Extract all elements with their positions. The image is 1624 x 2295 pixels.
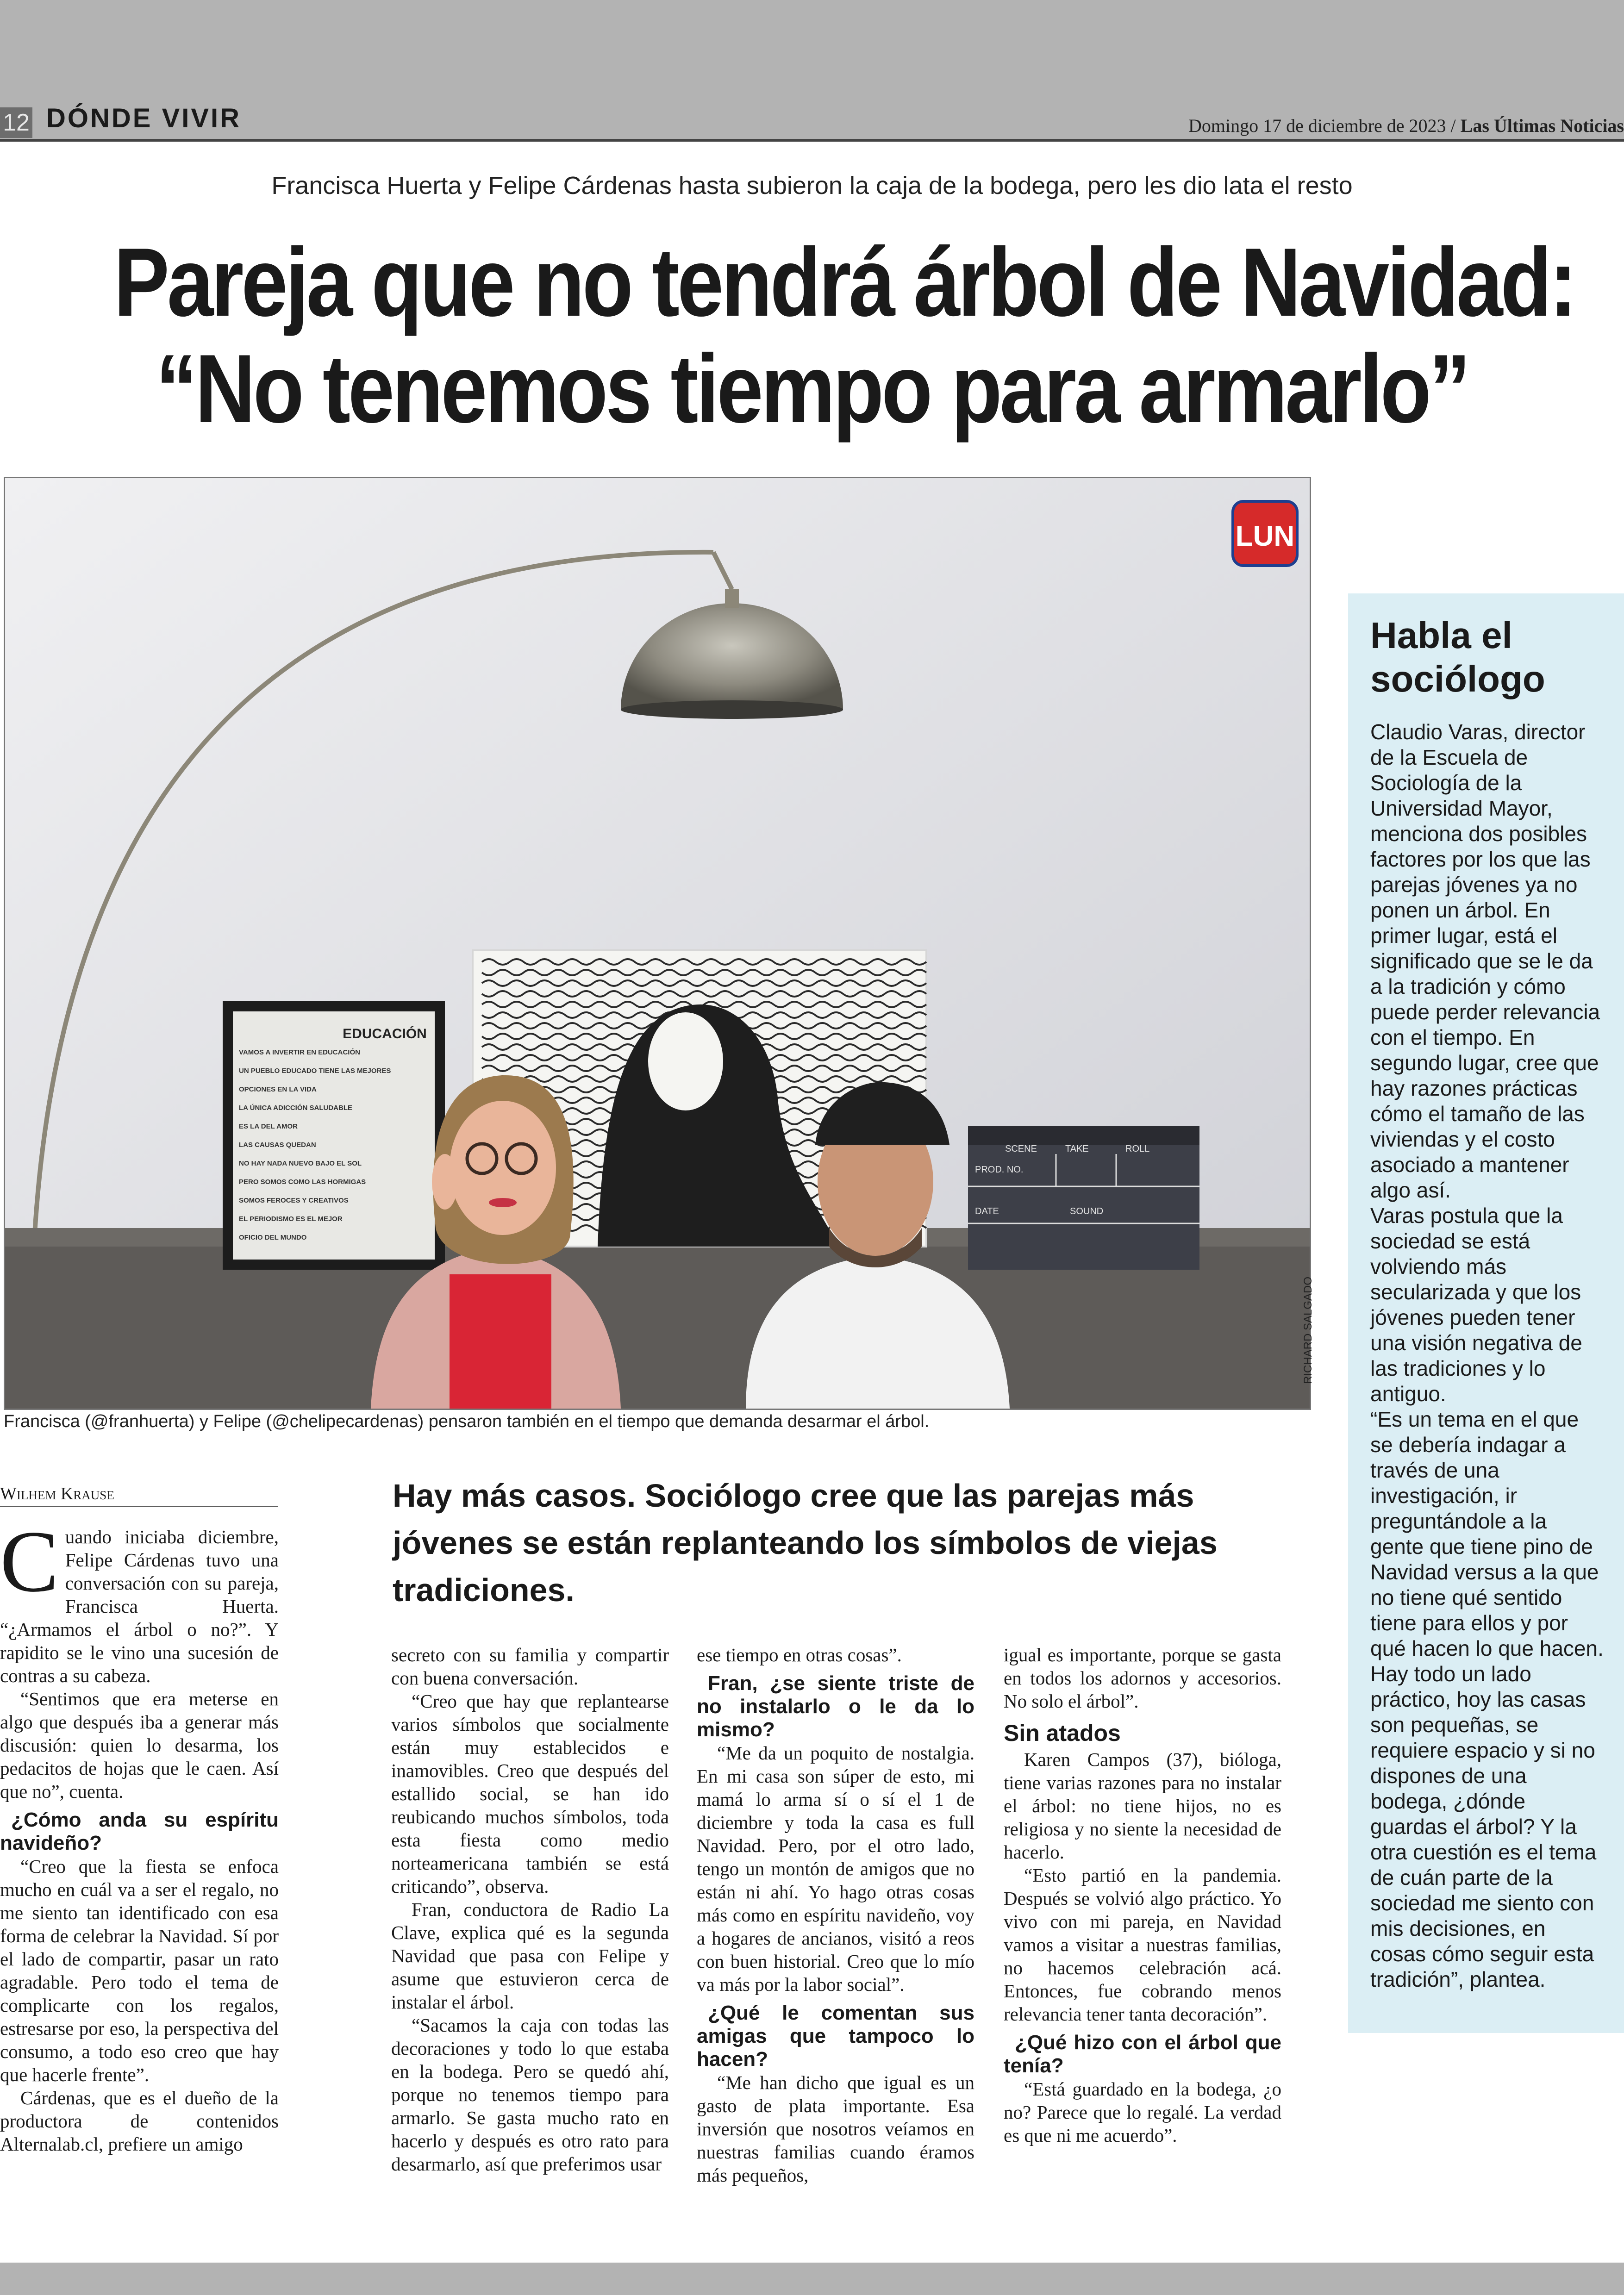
drop-cap: C: [0, 1513, 59, 1610]
paragraph: “Sentimos que era meterse en algo que después iba a generar más discusión: quien lo desarma, los pedacitos de hojas que le caen. Así que no”, cuenta.: [0, 1688, 279, 1802]
paragraph: “Me han dicho que igual es un gasto de plata importante. Esa inversión que nosotros veíamos en nuestras familias cuando éramos más pequeños,: [697, 2072, 974, 2186]
header-rule: [0, 139, 1624, 142]
paragraph: “Creo que la fiesta se enfoca mucho en cuál va a ser el regalo, no me siento tan identificado con esa forma de celebrar la Navidad. Sí por el lado de compartir, pasar un rato agradable. Pero todo el tema de complicarte con los regalos, estresarse por eso, la perspectiva del consumo, a todo eso creo que hay que hacerle frente”.: [0, 1856, 279, 2085]
paragraph: [0, 1513, 279, 1687]
poster-line: LAS CAUSAS QUEDAN: [239, 1141, 316, 1149]
lun-logo: LUN: [1231, 500, 1299, 567]
article-photo: [4, 477, 1311, 1410]
sidebar-title: Habla el sociólogo: [1370, 615, 1545, 699]
question: ¿Qué le comentan sus amigas que tampoco lo hacen?: [697, 2002, 974, 2070]
clapper-label: PROD. NO.: [975, 1165, 1024, 1175]
headline-line-2: “No tenemos tiempo para armarlo”: [156, 334, 1468, 443]
clapperboard: [968, 1126, 1199, 1270]
paragraph: Karen Campos (37), bióloga, tiene varias razones para no instalar el árbol: no tiene hijos, no es religiosa y no siente la necesidad de hacerlo.: [1004, 1749, 1281, 1863]
sidebar-paragraph: Claudio Varas, director de la Escuela de Sociología de la Universidad Mayor, menciona dos posibles factores por los que las parejas jóvenes ya no ponen un árbol. En primer lugar, está el significado que se le da a la tradición y cómo puede perder relevancia con el tiempo. En segundo lugar, cree que hay razones prácticas cómo el tamaño de las viviendas y el costo asociado a mantener algo así.: [1370, 720, 1600, 1202]
page-number: 12: [0, 107, 32, 138]
poster-line: VAMOS A INVERTIR EN EDUCACIÓN: [239, 1048, 360, 1056]
poster-line: EL PERIODISMO ES EL MEJOR: [239, 1215, 343, 1223]
kicker: Francisca Huerta y Felipe Cárdenas hasta subieron la caja de la bodega, pero les dio lata el resto: [271, 172, 1353, 200]
paragraph: Fran, conductora de Radio La Clave, explica qué es la segunda Navidad que pasa con Felipe y asume que estuvieron cerca de instalar el árbol.: [391, 1899, 669, 2013]
photo-caption: Francisca (@franhuerta) y Felipe (@chelipecardenas) pensaron también en el tiempo que demanda desarmar el árbol.: [4, 1412, 930, 1431]
bottom-margin-band: [0, 2263, 1624, 2295]
sidebar-paragraph: “Es un tema en el que se debería indagar a través de una investigación, ir preguntándole a la gente que tiene pino de Navidad versus a la que no tiene qué sentido tiene para ellos y por qué hacen lo que hacen. Hay todo un lado práctico, hoy las casas son pequeñas, se requiere espacio y si no dispones de una bodega, ¿dónde guardas el árbol? Y la otra cuestión es el tema de cuán parte de la sociedad me siento con mis decisiones, en cosas cómo seguir esta tradición”, plantea.: [1370, 1407, 1604, 1991]
question: Fran, ¿se siente triste de no instalarlo o le da lo mismo?: [697, 1672, 974, 1741]
column-2: [391, 1643, 669, 2176]
headline: [113, 228, 1575, 443]
byline: Wilhem Krause: [0, 1484, 278, 1507]
poster-line: UN PUEBLO EDUCADO TIENE LAS MEJORES: [239, 1067, 391, 1075]
sidebar-paragraph: Varas postula que la sociedad se está volviendo más secularizada y que los jóvenes pueden tener una visión negativa de las tradiciones y lo antiguo.: [1370, 1204, 1582, 1406]
poster-line: NO HAY NADA NUEVO BAJO EL SOL: [239, 1160, 362, 1167]
poster-line: ES LA DEL AMOR: [239, 1123, 298, 1130]
paragraph: “Sacamos la caja con todas las decoraciones y todo lo que estaba en la bodega. Pero se quedó ahí, porque no tenemos tiempo para armarlo. Se gasta mucho rato en hacerlo y después es otro rato para desarmarlo, así que preferimos usar: [391, 2014, 669, 2175]
paragraph: “Creo que hay que replantearse varios símbolos que socialmente están muy establecidos e inamovibles. Creo que después del estallido social, se han ido reubicando muchos símbolos, toda esta fiesta como medio norteamericana también se está criticando”, observa.: [391, 1690, 669, 1897]
paragraph: “Esto partió en la pandemia. Después se volvió algo práctico. Yo vivo con mi pareja, en Navidad vamos a visitar a nuestras familias, no hacemos celebración acá. Entonces, fue cobrando menos relevancia tener tanta decoración”.: [1004, 1865, 1281, 2025]
question: ¿Qué hizo con el árbol que tenía?: [1004, 2031, 1281, 2077]
clapper-label: TAKE: [1065, 1144, 1089, 1154]
question: ¿Cómo anda su espíritu navideño?: [0, 1809, 279, 1854]
poster-line: SOMOS FEROCES Y CREATIVOS: [239, 1197, 349, 1204]
poster-line: PERO SOMOS COMO LAS HORMIGAS: [239, 1178, 366, 1186]
section-name: DÓNDE VIVIR: [46, 103, 242, 133]
clapper-label: SOUND: [1070, 1206, 1104, 1216]
lead-paragraph: Hay más casos. Sociólogo cree que las parejas más jóvenes se están replanteando los símbolos de viejas tradiciones.: [393, 1478, 1218, 1608]
poster-title: EDUCACIÓN: [343, 1026, 427, 1041]
column-1: [0, 1513, 279, 2156]
paragraph: ese tiempo en otras cosas”.: [697, 1644, 902, 1665]
paragraph: igual es importante, porque se gasta en todos los adornos y accesorios. No solo el árbol”.: [1004, 1644, 1281, 1712]
clapper-label: DATE: [975, 1206, 999, 1216]
clapper-label: SCENE: [1005, 1144, 1037, 1154]
poster-line: LA ÚNICA ADICCIÓN SALUDABLE: [239, 1104, 352, 1112]
column-3: [697, 1643, 974, 2187]
framed-poster: [223, 1001, 445, 1270]
headline-line-1: Pareja que no tendrá árbol de Navidad:: [113, 228, 1575, 337]
photo-credit: RICHARD SALGADO: [1302, 1276, 1314, 1384]
subhead: Sin atados: [1004, 1720, 1121, 1746]
poster-line: OPCIONES EN LA VIDA: [239, 1085, 317, 1093]
date: Domingo 17 de diciembre de 2023 /: [1188, 115, 1461, 136]
clapper-label: ROLL: [1125, 1144, 1150, 1154]
paragraph-text: uando iniciaba diciembre, Felipe Cárdenas tuvo una conversación con su pareja, Francisca Huerta. “¿Armamos el árbol o no?”. Y rapidito se le vino una sucesión de contras a su cabeza.: [0, 1526, 279, 1686]
paragraph: “Me da un poquito de nostalgia. En mi casa son súper de esto, mi mamá lo arma sí o sí el 1 de diciembre y toda la casa es full Navidad. Pero, por el otro lado, tengo un montón de amigos que no están ni ahí. Yo hago otras cosas más como en espíritu navideño, voy a hogares de ancianos, visitó a reos con buen historial. Creo que lo mío va más por la labor social”.: [697, 1742, 974, 1995]
paragraph: secreto con su familia y compartir con buena conversación.: [391, 1644, 669, 1689]
paragraph: Cárdenas, que es el dueño de la productora de contenidos Alternalab.cl, prefiere un amigo: [0, 2087, 279, 2155]
sidebar-box: [1348, 593, 1624, 2033]
dateline: [1188, 115, 1624, 137]
newspaper-name: Las Últimas Noticias: [1460, 115, 1624, 136]
poster-line: OFICIO DEL MUNDO: [239, 1234, 307, 1241]
paragraph: “Está guardado en la bodega, ¿o no? Parece que lo regalé. La verdad es que ni me acuerdo”.: [1004, 2078, 1281, 2146]
column-4: [1004, 1643, 1281, 2147]
